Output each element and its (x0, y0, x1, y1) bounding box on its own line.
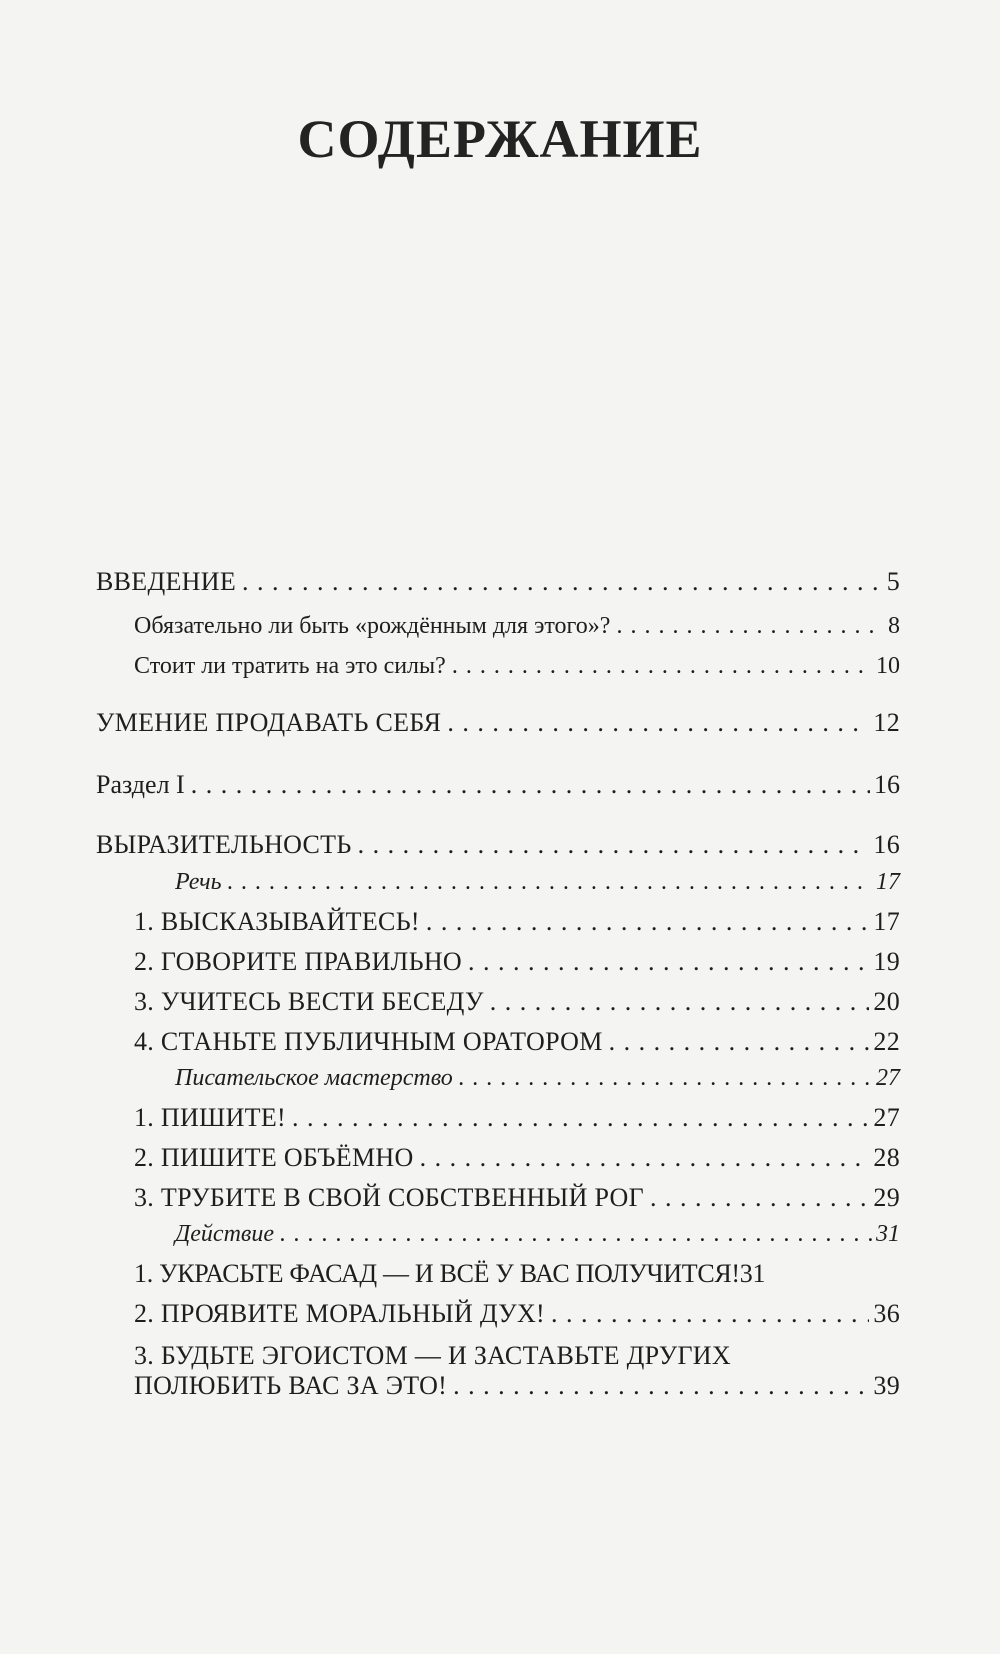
toc-entry-page: 16 (874, 770, 900, 799)
toc-entry-label: Стоит ли тратить на это силы? (134, 653, 446, 679)
toc-entry-speak-out (134, 906, 900, 938)
dot-leader (228, 866, 873, 898)
dot-leader (490, 986, 870, 1018)
toc-entry-speech (175, 866, 900, 898)
toc-entry-page: 10 (876, 653, 900, 679)
dot-leader (468, 946, 869, 978)
toc-entry-action (175, 1218, 900, 1250)
toc-entry-egoist (134, 1370, 900, 1402)
toc-entry-page: 12 (873, 708, 900, 737)
toc-entry-label: 1. ВЫСКАЗЫВАЙТЕСЬ! (134, 907, 420, 936)
toc-entry-section-1 (96, 769, 900, 801)
dot-leader (447, 707, 869, 739)
toc-entry-page: 16 (873, 830, 900, 859)
dot-leader (292, 1102, 869, 1134)
page-title: СОДЕРЖАНИЕ (297, 109, 703, 169)
toc-entry-label: 2. ГОВОРИТЕ ПРАВИЛЬНО (134, 947, 462, 976)
toc-entry-page: 22 (873, 1027, 900, 1056)
toc-entry-label: 2. ПИШИТЕ ОБЪЁМНО (134, 1143, 414, 1172)
toc-entry-worth-effort (134, 650, 900, 682)
toc-entry-page: 31 (876, 1221, 900, 1247)
toc-entry-egoist-line1: 3. БУДЬТЕ ЭГОИСТОМ — И ЗАСТАВЬТЕ ДРУГИХ (134, 1341, 731, 1370)
toc-entry-write (134, 1102, 900, 1134)
toc-entry-own-horn (134, 1182, 900, 1214)
toc-entry-page: 8 (888, 613, 900, 639)
dot-leader (616, 610, 884, 642)
toc-entry-label: 3. ТРУБИТЕ В СВОЙ СОБСТВЕННЫЙ РОГ (134, 1183, 644, 1212)
toc-entry-page: 20 (873, 987, 900, 1016)
toc-entry-label: Писательское мастерство (175, 1065, 453, 1091)
toc-entry-page: 5 (886, 567, 900, 596)
dot-leader (459, 1062, 872, 1094)
toc-entry-writing-skill (175, 1062, 900, 1094)
toc-entry-label: Обязательно ли быть «рождённым для этого»? (134, 613, 611, 639)
toc-entry-label: ВВЕДЕНИЕ (96, 567, 237, 596)
toc-entry-write-volume (134, 1142, 900, 1174)
toc-entry-page: 29 (873, 1183, 900, 1212)
toc-entry-page: 27 (876, 1065, 900, 1091)
toc-entry-page: 31 (739, 1259, 766, 1288)
toc-entry-label: 1. ПИШИТЕ! (134, 1103, 286, 1132)
toc-entry-label: 1. УКРАСЬТЕ ФАСАД — И ВСЁ У ВАС ПОЛУЧИТСЯ! (134, 1259, 740, 1288)
dot-leader (280, 1218, 872, 1250)
toc-entry-page: 39 (873, 1371, 900, 1400)
toc-entry-selling-yourself (96, 707, 900, 739)
toc-entry-label: Речь (175, 869, 222, 895)
dot-leader (426, 906, 870, 938)
dot-leader (420, 1142, 870, 1174)
toc-entry-expressiveness (96, 829, 900, 861)
dot-leader (453, 1370, 869, 1402)
toc-entry-conversation (134, 986, 900, 1018)
toc-entry-label: Раздел I (96, 770, 185, 799)
toc-entry-label: 2. ПРОЯВИТЕ МОРАЛЬНЫЙ ДУХ! (134, 1299, 545, 1328)
toc-entry-label: ВЫРАЗИТЕЛЬНОСТЬ (96, 830, 352, 859)
dot-leader (191, 769, 870, 801)
toc-entry-page: 27 (873, 1103, 900, 1132)
toc-entry-public-speaker (134, 1026, 900, 1058)
dot-leader (452, 650, 872, 682)
dot-leader (358, 829, 870, 861)
dot-leader (609, 1026, 870, 1058)
toc-entry-page: 17 (876, 869, 900, 895)
toc-entry-label: 3. УЧИТЕСЬ ВЕСТИ БЕСЕДУ (134, 987, 484, 1016)
toc-entry-moral-spirit (134, 1298, 900, 1330)
toc-entry-page: 28 (873, 1143, 900, 1172)
toc-entry-facade (134, 1258, 900, 1290)
toc-entry-label: УМЕНИЕ ПРОДАВАТЬ СЕБЯ (96, 708, 442, 737)
toc-entry-label: ПОЛЮБИТЬ ВАС ЗА ЭТО! (134, 1371, 448, 1400)
dot-leader (551, 1298, 869, 1330)
toc-entry-page: 17 (873, 907, 900, 936)
toc-entry-page: 19 (873, 947, 900, 976)
toc-entry-introduction (96, 566, 900, 598)
dot-leader (242, 566, 883, 598)
toc-entry-page: 36 (873, 1299, 900, 1328)
toc-entry-born-for-it (134, 610, 900, 642)
toc-entry-speak-correctly (134, 946, 900, 978)
dot-leader (650, 1182, 869, 1214)
toc-entry-label: 4. СТАНЬТЕ ПУБЛИЧНЫМ ОРАТОРОМ (134, 1027, 603, 1056)
toc-entry-label: Действие (175, 1221, 274, 1247)
